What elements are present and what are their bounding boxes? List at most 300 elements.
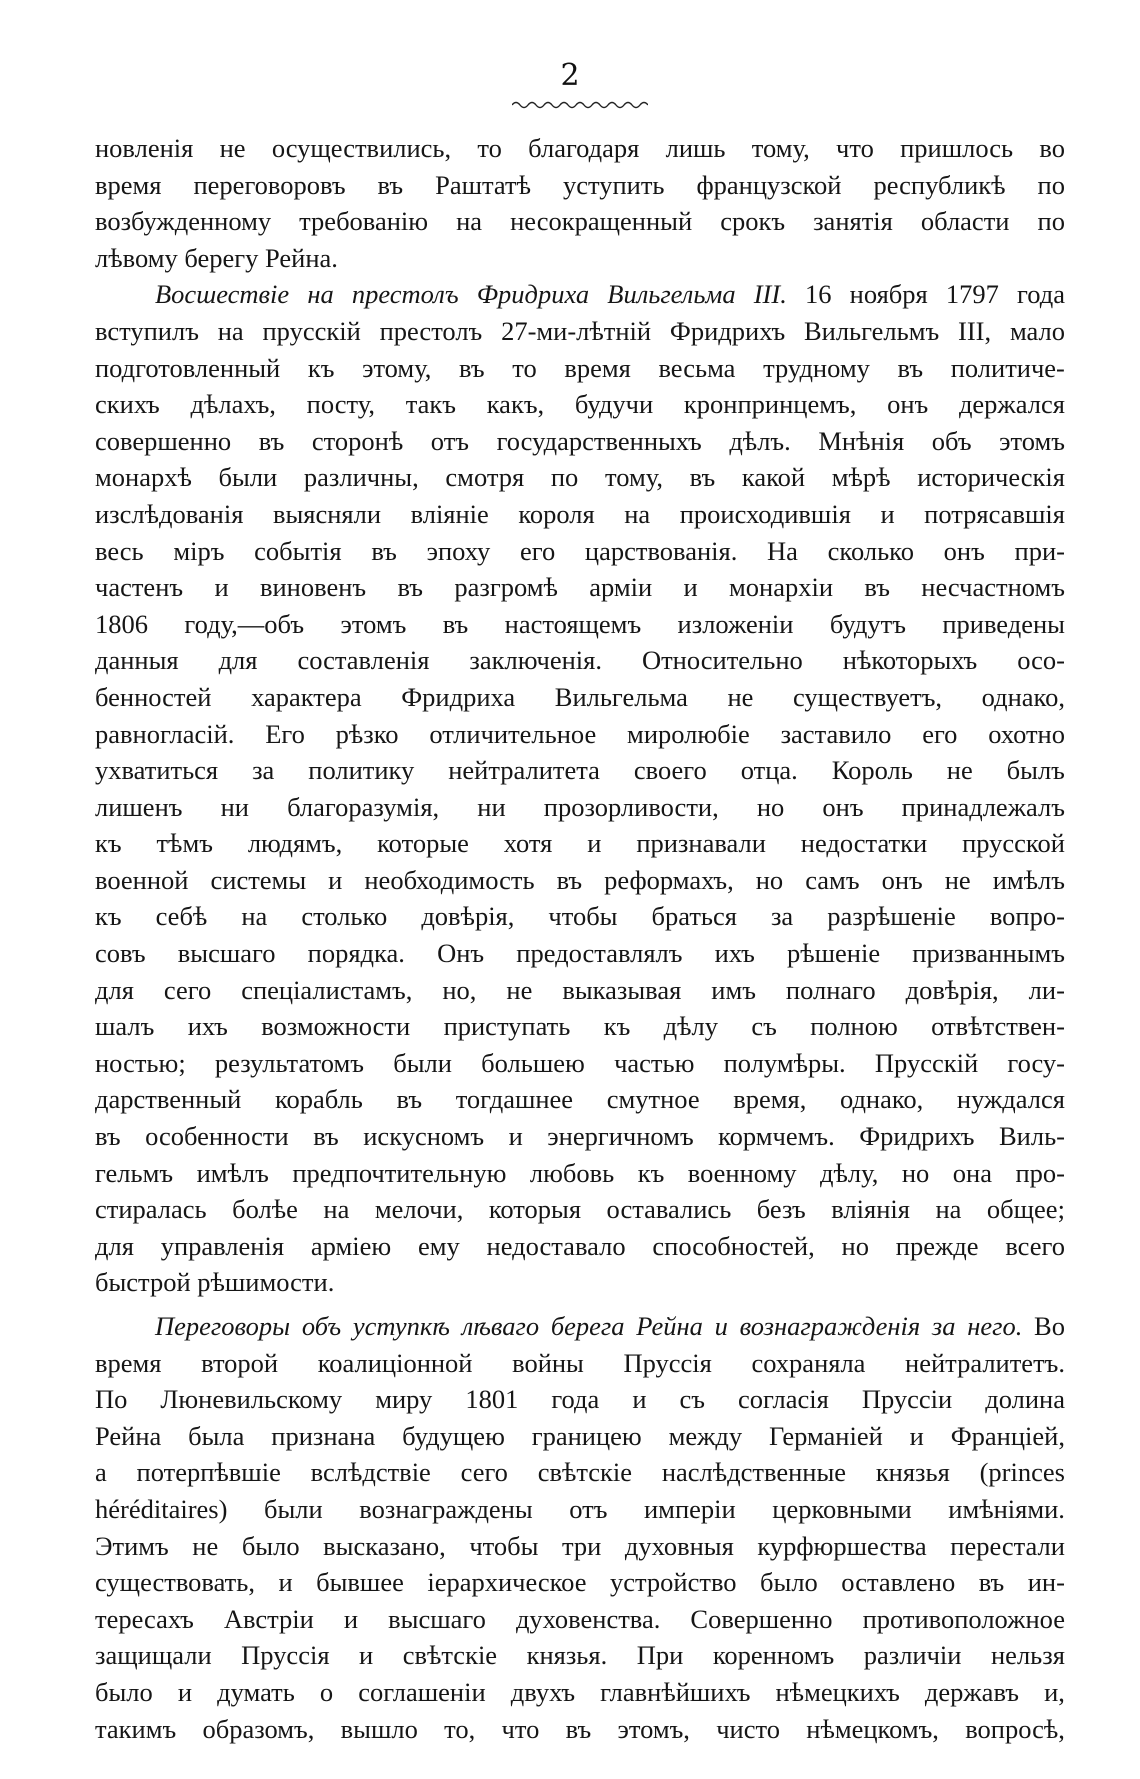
text-line — [95, 1637, 1065, 1674]
word: подготовленный — [95, 352, 281, 383]
word: въ — [689, 462, 716, 493]
word: политику — [308, 755, 415, 786]
text-line — [95, 825, 1065, 862]
word: браться — [651, 901, 737, 932]
heading-word: на — [307, 279, 334, 310]
word: несокращенный — [510, 206, 693, 237]
word: во — [1039, 133, 1065, 163]
text-line — [95, 642, 1065, 679]
word: Раштатѣ — [435, 169, 531, 200]
word: изслѣдованія — [95, 498, 244, 529]
heading-word: III. — [753, 279, 787, 310]
text-line — [95, 533, 1065, 570]
text-line — [95, 1228, 1065, 1265]
word: кронпринцемъ, — [683, 389, 857, 420]
word: дѣлу — [663, 1011, 719, 1042]
text-line — [95, 1008, 1065, 1045]
word: историческія — [917, 462, 1065, 493]
text-line — [95, 1528, 1065, 1565]
text-line — [95, 459, 1065, 496]
word: его — [519, 535, 556, 566]
word: частью — [614, 1047, 695, 1078]
text-line — [95, 752, 1065, 789]
word: духовныя — [624, 1530, 734, 1561]
word: приступать — [443, 1011, 571, 1042]
word: имперіи — [644, 1493, 736, 1524]
word: въ — [459, 352, 485, 383]
word: этомъ — [999, 425, 1065, 456]
word: По — [95, 1384, 128, 1415]
word: лишь — [665, 133, 726, 163]
word: военной — [95, 864, 189, 895]
text-line — [95, 716, 1065, 753]
text-line — [95, 679, 1065, 716]
word: шалъ — [95, 1011, 155, 1042]
word: по — [550, 462, 579, 493]
text-line — [95, 423, 1065, 460]
word: былъ — [1006, 755, 1065, 786]
word: году,—объ — [184, 608, 305, 639]
word: изложеніи — [677, 608, 794, 639]
word: рѣзко — [335, 718, 399, 749]
text-line — [95, 1045, 1065, 1082]
text-line — [95, 1345, 1065, 1382]
heading-word: Рейна — [636, 1311, 703, 1341]
text-line — [95, 1674, 1065, 1711]
heading-word: Восшествіе — [155, 279, 290, 310]
word: ностью; — [95, 1047, 186, 1078]
heading-word: берега — [550, 1311, 625, 1341]
word: то — [477, 133, 502, 163]
text-line — [95, 935, 1065, 972]
text-line — [95, 1711, 1065, 1748]
word: и — [587, 828, 602, 859]
word: ин- — [1027, 1567, 1065, 1598]
word: госу- — [1007, 1047, 1065, 1078]
word: ноября — [849, 279, 928, 310]
word: требованію — [299, 206, 429, 237]
word: державъ — [924, 1676, 1019, 1707]
word: системы — [210, 864, 307, 895]
word: III, — [958, 315, 992, 346]
word: несчастномъ — [921, 572, 1065, 603]
word: выясняли — [272, 498, 382, 529]
word: сего — [163, 974, 212, 1005]
word: была — [188, 1420, 245, 1451]
word: на — [323, 1194, 350, 1225]
word: смутное — [606, 1084, 700, 1115]
word: на — [217, 315, 244, 346]
word: на — [935, 1194, 962, 1225]
word: характера — [251, 681, 362, 712]
word: оставлено — [841, 1567, 956, 1598]
word: но — [755, 864, 784, 895]
word: для — [95, 1230, 134, 1261]
word: эпоху — [426, 535, 491, 566]
word: французской — [696, 169, 842, 200]
text-line — [95, 276, 1065, 313]
word: ли- — [1028, 974, 1065, 1005]
word: и — [683, 572, 698, 603]
word: Австріи — [223, 1603, 314, 1634]
word: возбужденному — [95, 206, 272, 237]
word: порядка. — [307, 938, 405, 969]
word: нейтралитета — [448, 755, 600, 786]
word: не — [946, 755, 973, 786]
text-line: лѣвому берегу Рейна. — [95, 242, 338, 273]
word: смотря — [445, 462, 525, 493]
word: вышло — [340, 1713, 418, 1744]
word: вслѣдствіе — [310, 1457, 431, 1488]
word: себѣ — [155, 901, 208, 932]
word: про- — [1015, 1157, 1065, 1188]
word: царствованія. — [584, 535, 738, 566]
word: то — [512, 352, 537, 383]
paragraph-1 — [95, 130, 1065, 276]
word: Относительно — [641, 645, 803, 676]
page-number: 2 — [560, 58, 580, 93]
text-line — [95, 1491, 1065, 1528]
word: равногласій. — [95, 718, 235, 749]
word: за — [770, 901, 794, 932]
word: церковными — [772, 1493, 912, 1524]
word: престолъ — [379, 315, 483, 346]
word: и — [508, 1121, 523, 1152]
word: отъ — [569, 1493, 608, 1524]
text-line — [95, 606, 1065, 643]
word: время, — [733, 1084, 807, 1115]
word: 1806 — [95, 608, 148, 639]
word: не — [219, 133, 246, 163]
word: Онъ — [437, 938, 485, 969]
word: 1801 — [465, 1384, 519, 1415]
word: данныя — [95, 645, 179, 676]
word: охотно — [988, 718, 1065, 749]
word: ни — [477, 791, 506, 822]
word: выказывая — [562, 974, 682, 1005]
word: которые — [377, 828, 469, 859]
word: управленія — [160, 1230, 285, 1261]
word: второй — [201, 1347, 279, 1378]
word: принадлежалъ — [901, 791, 1065, 822]
word: государственныхъ — [496, 425, 702, 456]
text-line — [95, 1118, 1065, 1155]
word: въ — [258, 425, 285, 456]
word: составленія — [297, 645, 430, 676]
word: благоразумія, — [287, 791, 440, 822]
word: какъ, — [486, 389, 545, 420]
text-line — [95, 862, 1065, 899]
word: занятія — [813, 206, 893, 237]
word: по — [1037, 169, 1065, 200]
word: думать — [217, 1676, 295, 1707]
word: довѣрія, — [905, 974, 999, 1005]
text-line: быстрой рѣшимости. — [95, 1267, 335, 1298]
word: недоставало — [486, 1230, 626, 1261]
word: къ — [637, 1157, 665, 1188]
word: переговоровъ — [193, 169, 346, 200]
word: необходимость — [364, 864, 535, 895]
word: тому, — [604, 462, 663, 493]
word: хотя — [503, 828, 553, 859]
word: въ — [442, 608, 469, 639]
word: въ — [556, 864, 583, 895]
word: съ — [679, 1384, 705, 1415]
word: мѣрѣ — [831, 462, 891, 493]
word: нѣкоторыхъ — [842, 645, 978, 676]
word: дѣлу, — [820, 1157, 879, 1188]
word: три — [561, 1530, 602, 1561]
word: къ — [95, 828, 122, 859]
word: ихъ — [187, 1011, 228, 1042]
word: и — [328, 864, 343, 895]
word: возможности — [261, 1011, 411, 1042]
word: Рейна — [95, 1420, 162, 1451]
word: потерпѣвшіе — [136, 1457, 281, 1488]
word: Пруссіи — [861, 1384, 953, 1415]
word: были — [218, 462, 278, 493]
word: трудному — [763, 352, 870, 383]
word: не — [506, 974, 533, 1005]
word: имѣлъ — [992, 864, 1065, 895]
heading-word: вознагражденія — [739, 1311, 921, 1341]
word: и — [359, 1640, 374, 1671]
text-line — [95, 1155, 1065, 1192]
word: князья. — [526, 1640, 608, 1671]
word: ихъ — [714, 938, 755, 969]
word: свѣтскіе — [402, 1640, 498, 1671]
word: по — [1037, 206, 1065, 237]
word: различіи — [863, 1640, 962, 1671]
word: и — [177, 1676, 193, 1707]
word: онъ — [822, 791, 864, 822]
word: прусскій — [262, 315, 361, 346]
word: бывшее — [316, 1567, 404, 1598]
word: сего — [460, 1457, 508, 1488]
text-line — [95, 203, 1065, 240]
word: время — [564, 352, 631, 383]
word: было — [760, 1567, 818, 1598]
word: и — [343, 1603, 359, 1634]
word: отъ — [430, 425, 469, 456]
word: 1797 — [945, 279, 999, 310]
word: Фридрихъ — [859, 1121, 975, 1152]
word: осо- — [1017, 645, 1065, 676]
word: довѣрія, — [421, 901, 515, 932]
word: способностей, — [652, 1230, 815, 1261]
word: и — [909, 1420, 924, 1451]
text-line — [95, 350, 1065, 387]
word: въ — [897, 352, 924, 383]
word: Германіей — [769, 1420, 883, 1451]
word: Этимъ — [95, 1530, 169, 1561]
word: и — [214, 572, 229, 603]
word: князья — [875, 1457, 950, 1488]
word: При — [636, 1640, 684, 1671]
word: такъ — [405, 389, 456, 420]
word: дѣлъ. — [729, 425, 791, 456]
word: образомъ, — [202, 1713, 315, 1744]
word: а — [95, 1457, 107, 1488]
word: нельзя — [991, 1640, 1065, 1671]
word: оставались — [606, 1194, 732, 1225]
word: Фридрихъ — [669, 315, 786, 346]
word: устройство — [610, 1567, 737, 1598]
word: héréditaires) — [95, 1493, 228, 1524]
word: Его — [265, 718, 305, 749]
word: высказано, — [323, 1530, 446, 1561]
word: призваннымъ — [912, 938, 1065, 969]
word: разрѣшеніе — [827, 901, 956, 932]
word: результатомъ — [214, 1047, 364, 1078]
text-line — [95, 386, 1065, 423]
text-line — [95, 167, 1065, 204]
text-line — [95, 496, 1065, 533]
word: не — [944, 864, 971, 895]
wavy-ornament — [512, 100, 648, 110]
word: благодаря — [528, 133, 640, 163]
word: 27-ми-лѣтній — [501, 315, 652, 346]
text-line — [95, 789, 1065, 826]
word: частенъ — [95, 572, 184, 603]
heading-word: объ — [301, 1311, 342, 1341]
word: энергичномъ — [547, 1121, 694, 1152]
word: стиралась — [95, 1194, 207, 1225]
word: республикѣ — [873, 169, 1006, 200]
word: гельмъ — [95, 1157, 174, 1188]
word: были — [393, 1047, 452, 1078]
word: онъ — [881, 864, 923, 895]
word: На — [767, 535, 798, 566]
word: (princes — [979, 1457, 1065, 1488]
word: 16 — [805, 279, 832, 310]
paragraph-spacer — [95, 1301, 1065, 1308]
text-line — [95, 972, 1065, 1009]
word: этомъ, — [617, 1713, 690, 1744]
word: защищали — [95, 1640, 212, 1671]
word: совъ — [95, 938, 146, 969]
word: въ — [978, 1567, 1005, 1598]
word: рѣшеніе — [786, 938, 881, 969]
word: вознаграждены — [359, 1493, 533, 1524]
word: такимъ — [95, 1713, 177, 1744]
word: но, — [442, 974, 477, 1005]
word: но — [901, 1157, 930, 1188]
heading-word: уступкѣ — [352, 1311, 450, 1341]
text-line — [95, 569, 1065, 606]
word: этомъ — [340, 608, 407, 639]
word: наслѣдственные — [661, 1457, 847, 1488]
word: міръ — [173, 535, 225, 566]
word: дѣлахъ, — [190, 389, 276, 420]
word: кормчемъ. — [718, 1121, 835, 1152]
word: къ — [95, 901, 122, 932]
heading-word: за — [931, 1311, 956, 1341]
word: въ — [95, 1121, 121, 1152]
word: бенностей — [95, 681, 212, 712]
word: вопро- — [989, 901, 1065, 932]
word: нѣмецкихъ — [775, 1676, 900, 1707]
text-line — [95, 1081, 1065, 1118]
word: не — [727, 681, 754, 712]
word: и, — [1044, 1676, 1065, 1707]
word: потрясавшія — [924, 498, 1065, 529]
word: всего — [1005, 1230, 1065, 1261]
word: на — [456, 206, 483, 237]
word: долина — [985, 1384, 1065, 1415]
word: безъ — [756, 1194, 806, 1225]
word: полумѣры. — [723, 1047, 846, 1078]
heading-word: Фридриха — [476, 279, 590, 310]
word: болѣе — [232, 1194, 298, 1225]
word: были — [264, 1493, 323, 1524]
word: будущею — [402, 1420, 505, 1451]
text-line — [95, 1454, 1065, 1491]
word: при- — [1014, 535, 1065, 566]
text-line — [95, 130, 1065, 167]
word: признана — [271, 1420, 376, 1451]
word: тому, — [751, 133, 810, 163]
paragraph-2 — [95, 276, 1065, 1301]
word: военному — [687, 1157, 797, 1188]
word: сохраняла — [751, 1347, 866, 1378]
word: общее; — [986, 1194, 1065, 1225]
word: ему — [417, 1230, 460, 1261]
word: искусномъ — [363, 1121, 485, 1152]
word: сторонѣ — [311, 425, 404, 456]
word: событія — [254, 535, 342, 566]
word: области — [920, 206, 1010, 237]
word: существовать, — [95, 1567, 255, 1598]
word: отца. — [740, 755, 798, 786]
word: время — [95, 169, 162, 200]
word: онъ — [887, 389, 929, 420]
word: полною — [810, 1011, 898, 1042]
word: пришлось — [900, 133, 1014, 163]
word: мелочи, — [374, 1194, 464, 1225]
word: признавали — [636, 828, 766, 859]
text-line — [95, 898, 1065, 935]
word: разгромѣ — [454, 572, 558, 603]
word: прежде — [895, 1230, 979, 1261]
word: держался — [958, 389, 1065, 420]
word: лишенъ — [95, 791, 183, 822]
word: происходившія — [679, 498, 851, 529]
word: но — [756, 791, 785, 822]
word: въ — [313, 1121, 339, 1152]
word: Вильгельмъ — [803, 315, 940, 346]
word: согласія — [738, 1384, 829, 1415]
word: вліяніе — [410, 498, 489, 529]
word: будутъ — [829, 608, 906, 639]
word: на — [624, 498, 651, 529]
word: политиче- — [950, 352, 1065, 383]
word: но — [841, 1230, 869, 1261]
word: о — [319, 1676, 334, 1707]
word: однако, — [981, 681, 1065, 712]
word: что — [501, 1713, 540, 1744]
word: весь — [95, 535, 144, 566]
word: въ — [396, 1084, 423, 1115]
word: года — [551, 1384, 600, 1415]
word: монархѣ — [95, 462, 192, 493]
word: осуществились, — [271, 133, 452, 163]
word: совершенно — [95, 425, 232, 456]
word: что — [836, 133, 874, 163]
word: сколько — [827, 535, 914, 566]
word: людямъ, — [247, 828, 343, 859]
word: Совершенно — [690, 1603, 833, 1634]
